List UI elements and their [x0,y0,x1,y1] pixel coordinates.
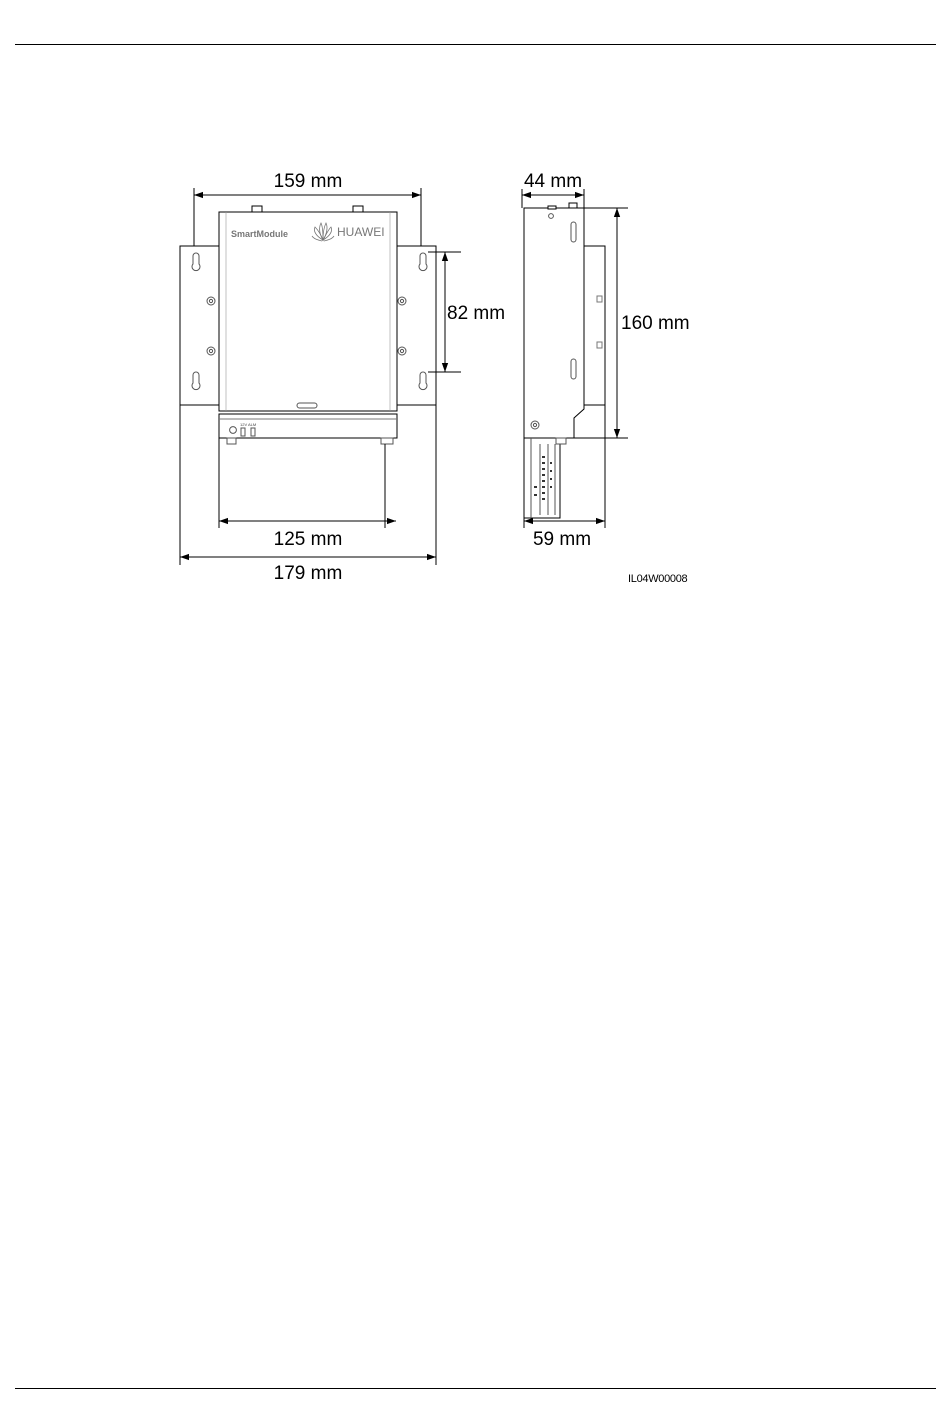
dim-label-125: 125 mm [273,529,343,550]
ground-screw [230,427,237,434]
front-view [180,206,436,444]
module-body [219,212,397,411]
port-2 [251,428,255,436]
dim-label-44: 44 mm [523,171,583,192]
top-tab-left [252,206,262,212]
side-slot-upper [571,222,576,242]
dim-label-59: 59 mm [532,529,592,550]
side-bracket [584,246,605,405]
brand-label: SmartModule [231,229,289,239]
dim-label-179: 179 mm [273,563,343,584]
dim-label-159: 159 mm [273,171,343,192]
top-tab-right [353,206,363,212]
port-label: 12V ALM [240,422,257,427]
logo-text: HUAWEI [337,225,385,239]
side-body [524,208,584,438]
dim-label-160: 160 mm [621,313,690,334]
dim-label-82: 82 mm [447,303,506,324]
figure-id: IL04W00008 [628,573,688,585]
port-1 [241,428,245,436]
side-slot-lower [571,359,576,379]
side-view [524,203,605,518]
handle-slot [297,403,317,408]
